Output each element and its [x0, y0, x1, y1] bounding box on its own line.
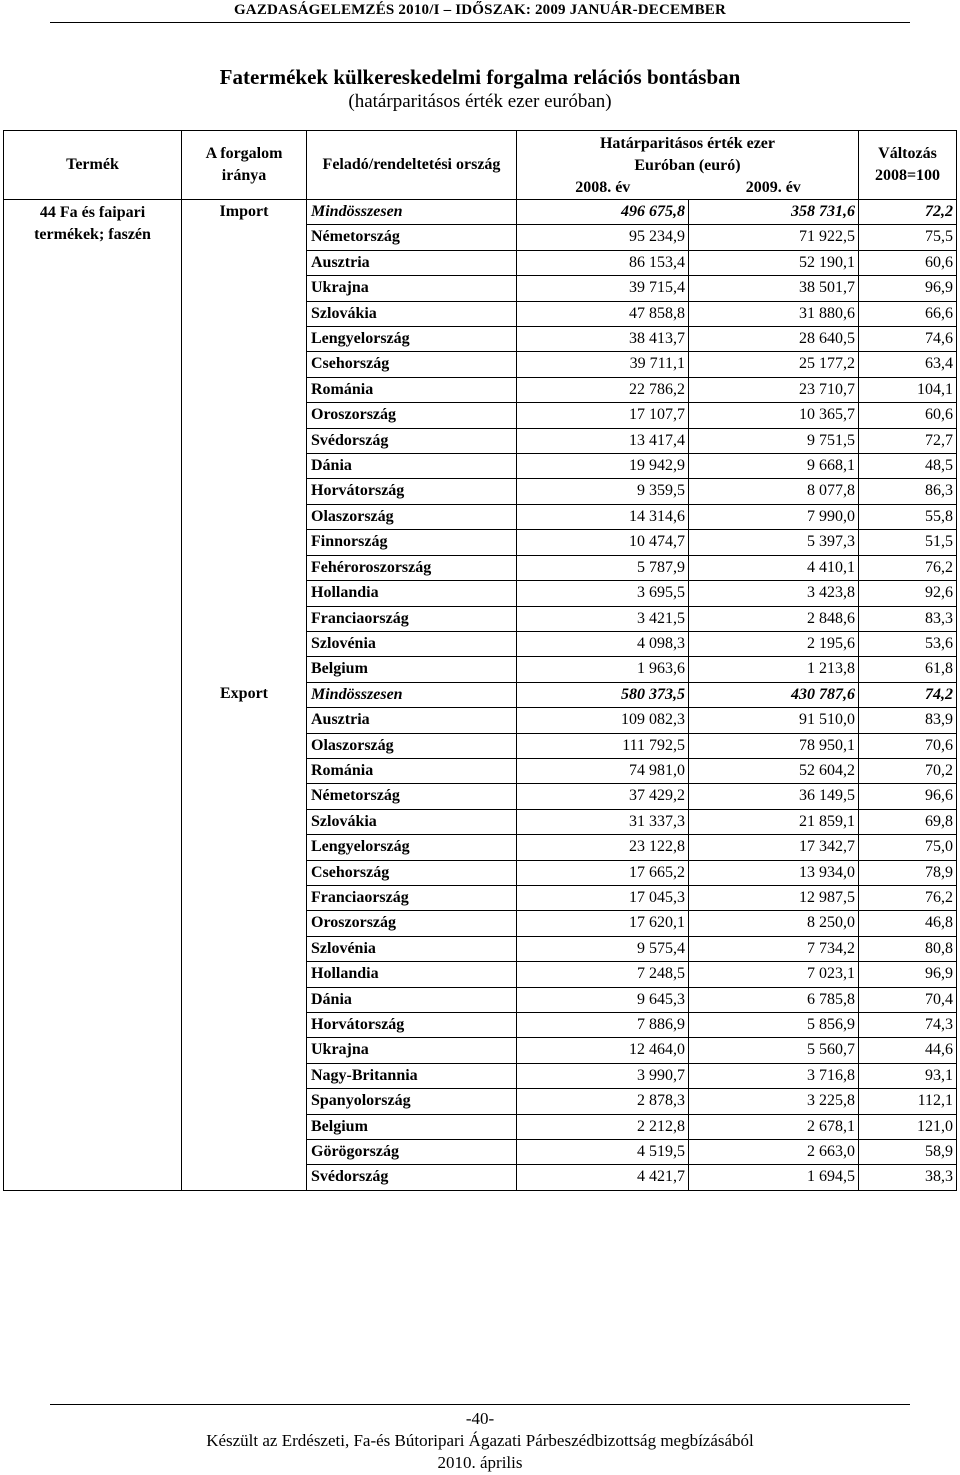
header-2009: 2009. év	[689, 177, 859, 200]
value-2009: 1 694,5	[689, 1165, 859, 1190]
value-change: 70,2	[859, 758, 957, 783]
value-change: 74,6	[859, 327, 957, 352]
country-cell: Szlovákia	[307, 301, 517, 326]
header-ertek: Határparitásos érték ezer Euróban (euró)	[517, 131, 859, 178]
country-cell: Németország	[307, 784, 517, 809]
value-2009: 9 751,5	[689, 428, 859, 453]
value-change: 83,3	[859, 606, 957, 631]
value-change: 78,9	[859, 860, 957, 885]
header-valtozas: Változás 2008=100	[859, 131, 957, 200]
value-change: 74,2	[859, 682, 957, 707]
value-2008: 10 474,7	[517, 530, 689, 555]
value-2009: 5 856,9	[689, 1013, 859, 1038]
value-2009: 7 990,0	[689, 504, 859, 529]
value-2009: 52 604,2	[689, 758, 859, 783]
value-2008: 19 942,9	[517, 454, 689, 479]
value-2008: 2 212,8	[517, 1114, 689, 1139]
value-2008: 17 665,2	[517, 860, 689, 885]
country-cell: Ukrajna	[307, 276, 517, 301]
value-2008: 74 981,0	[517, 758, 689, 783]
country-cell: Nagy-Britannia	[307, 1063, 517, 1088]
value-change: 61,8	[859, 657, 957, 682]
page-number: -40-	[465, 1409, 495, 1428]
value-2008: 14 314,6	[517, 504, 689, 529]
footer-line-1: Készült az Erdészeti, Fa-és Bútoripari Ágazati Párbeszédbizottság megbízásából	[206, 1431, 754, 1450]
value-2008: 86 153,4	[517, 250, 689, 275]
value-2009: 1 213,8	[689, 657, 859, 682]
value-2009: 9 668,1	[689, 454, 859, 479]
value-2009: 71 922,5	[689, 225, 859, 250]
value-2009: 28 640,5	[689, 327, 859, 352]
header-termek: Termék	[4, 131, 182, 200]
header-2008: 2008. év	[517, 177, 689, 200]
country-cell: Románia	[307, 758, 517, 783]
value-change: 96,6	[859, 784, 957, 809]
value-2009: 2 663,0	[689, 1140, 859, 1165]
value-change: 38,3	[859, 1165, 957, 1190]
country-cell: Olaszország	[307, 733, 517, 758]
direction-export: Export	[182, 682, 307, 1190]
value-2008: 17 045,3	[517, 885, 689, 910]
page-footer	[50, 1404, 910, 1474]
value-2009: 17 342,7	[689, 835, 859, 860]
value-2009: 8 077,8	[689, 479, 859, 504]
value-change: 55,8	[859, 504, 957, 529]
country-cell: Finnország	[307, 530, 517, 555]
value-2009: 2 195,6	[689, 631, 859, 656]
value-2008: 9 359,5	[517, 479, 689, 504]
value-change: 69,8	[859, 809, 957, 834]
value-2008: 38 413,7	[517, 327, 689, 352]
value-2008: 4 421,7	[517, 1165, 689, 1190]
value-change: 60,6	[859, 250, 957, 275]
value-change: 83,9	[859, 708, 957, 733]
country-cell: Fehéroroszország	[307, 555, 517, 580]
value-2008: 7 886,9	[517, 1013, 689, 1038]
value-change: 112,1	[859, 1089, 957, 1114]
value-change: 51,5	[859, 530, 957, 555]
running-header: GAZDASÁGELEMZÉS 2010/I – IDŐSZAK: 2009 JANUÁR-DECEMBER	[50, 0, 910, 23]
country-cell: Csehország	[307, 860, 517, 885]
value-2008: 12 464,0	[517, 1038, 689, 1063]
country-cell: Dánia	[307, 454, 517, 479]
trade-table-wrapper	[3, 130, 957, 1191]
value-2009: 78 950,1	[689, 733, 859, 758]
value-2008: 4 519,5	[517, 1140, 689, 1165]
value-2009: 7 734,2	[689, 936, 859, 961]
value-2008: 496 675,8	[517, 200, 689, 225]
value-change: 44,6	[859, 1038, 957, 1063]
value-change: 60,6	[859, 403, 957, 428]
value-change: 72,2	[859, 200, 957, 225]
value-2008: 3 990,7	[517, 1063, 689, 1088]
value-change: 76,2	[859, 555, 957, 580]
footer-line-2: 2010. április	[437, 1453, 523, 1472]
value-change: 46,8	[859, 911, 957, 936]
value-2008: 111 792,5	[517, 733, 689, 758]
value-2009: 5 397,3	[689, 530, 859, 555]
value-2008: 1 963,6	[517, 657, 689, 682]
value-2009: 38 501,7	[689, 276, 859, 301]
value-2009: 91 510,0	[689, 708, 859, 733]
header-row	[4, 131, 957, 178]
value-2009: 10 365,7	[689, 403, 859, 428]
country-cell: Horvátország	[307, 1013, 517, 1038]
country-cell: Szlovénia	[307, 936, 517, 961]
value-2008: 17 107,7	[517, 403, 689, 428]
value-change: 70,4	[859, 987, 957, 1012]
value-2009: 430 787,6	[689, 682, 859, 707]
country-cell: Franciaország	[307, 885, 517, 910]
table-row	[4, 200, 957, 225]
country-cell: Mindösszesen	[307, 682, 517, 707]
country-cell: Hollandia	[307, 962, 517, 987]
value-2008: 37 429,2	[517, 784, 689, 809]
country-cell: Horvátország	[307, 479, 517, 504]
value-2008: 2 878,3	[517, 1089, 689, 1114]
value-change: 121,0	[859, 1114, 957, 1139]
page-title: Fatermékek külkereskedelmi forgalma relációs bontásban	[219, 65, 741, 89]
value-2008: 31 337,3	[517, 809, 689, 834]
country-cell: Ukrajna	[307, 1038, 517, 1063]
table-body	[4, 200, 957, 1191]
country-cell: Dánia	[307, 987, 517, 1012]
value-2008: 4 098,3	[517, 631, 689, 656]
country-cell: Lengyelország	[307, 835, 517, 860]
country-cell: Olaszország	[307, 504, 517, 529]
value-change: 72,7	[859, 428, 957, 453]
value-2009: 52 190,1	[689, 250, 859, 275]
value-change: 48,5	[859, 454, 957, 479]
direction-import: Import	[182, 200, 307, 683]
value-change: 75,0	[859, 835, 957, 860]
country-cell: Szlovénia	[307, 631, 517, 656]
country-cell: Ausztria	[307, 708, 517, 733]
value-2009: 7 023,1	[689, 962, 859, 987]
value-change: 70,6	[859, 733, 957, 758]
country-cell: Mindösszesen	[307, 200, 517, 225]
value-2008: 109 082,3	[517, 708, 689, 733]
country-cell: Oroszország	[307, 403, 517, 428]
value-2009: 25 177,2	[689, 352, 859, 377]
value-change: 92,6	[859, 581, 957, 606]
country-cell: Belgium	[307, 1114, 517, 1139]
value-2009: 12 987,5	[689, 885, 859, 910]
value-change: 74,3	[859, 1013, 957, 1038]
value-2009: 3 716,8	[689, 1063, 859, 1088]
value-change: 63,4	[859, 352, 957, 377]
product-name: 44 Fa és faipari termékek; faszén	[4, 200, 182, 1191]
value-2009: 2 848,6	[689, 606, 859, 631]
country-cell: Svédország	[307, 428, 517, 453]
country-cell: Franciaország	[307, 606, 517, 631]
value-2008: 23 122,8	[517, 835, 689, 860]
value-2009: 3 423,8	[689, 581, 859, 606]
value-2008: 22 786,2	[517, 377, 689, 402]
country-cell: Hollandia	[307, 581, 517, 606]
country-cell: Németország	[307, 225, 517, 250]
header-orszag: Feladó/rendeltetési ország	[307, 131, 517, 200]
trade-table	[3, 130, 957, 1191]
value-2009: 21 859,1	[689, 809, 859, 834]
value-2009: 5 560,7	[689, 1038, 859, 1063]
value-2009: 13 934,0	[689, 860, 859, 885]
country-cell: Románia	[307, 377, 517, 402]
value-change: 96,9	[859, 962, 957, 987]
value-2008: 13 417,4	[517, 428, 689, 453]
country-cell: Spanyolország	[307, 1089, 517, 1114]
value-change: 53,6	[859, 631, 957, 656]
page-subtitle: (határparitásos érték ezer euróban)	[348, 91, 612, 112]
value-change: 66,6	[859, 301, 957, 326]
value-2009: 2 678,1	[689, 1114, 859, 1139]
value-2009: 8 250,0	[689, 911, 859, 936]
value-2008: 9 575,4	[517, 936, 689, 961]
value-2008: 39 715,4	[517, 276, 689, 301]
value-2009: 36 149,5	[689, 784, 859, 809]
country-cell: Csehország	[307, 352, 517, 377]
value-change: 80,8	[859, 936, 957, 961]
value-2009: 31 880,6	[689, 301, 859, 326]
country-cell: Szlovákia	[307, 809, 517, 834]
value-change: 93,1	[859, 1063, 957, 1088]
value-2009: 358 731,6	[689, 200, 859, 225]
value-2008: 9 645,3	[517, 987, 689, 1012]
value-2009: 6 785,8	[689, 987, 859, 1012]
value-change: 58,9	[859, 1140, 957, 1165]
value-2008: 17 620,1	[517, 911, 689, 936]
value-2008: 5 787,9	[517, 555, 689, 580]
value-2008: 3 421,5	[517, 606, 689, 631]
value-2009: 4 410,1	[689, 555, 859, 580]
country-cell: Ausztria	[307, 250, 517, 275]
value-2008: 47 858,8	[517, 301, 689, 326]
country-cell: Svédország	[307, 1165, 517, 1190]
value-change: 86,3	[859, 479, 957, 504]
value-2008: 580 373,5	[517, 682, 689, 707]
country-cell: Oroszország	[307, 911, 517, 936]
value-2009: 23 710,7	[689, 377, 859, 402]
country-cell: Lengyelország	[307, 327, 517, 352]
title-block	[0, 64, 960, 114]
value-2008: 3 695,5	[517, 581, 689, 606]
country-cell: Görögország	[307, 1140, 517, 1165]
header-irany: A forgalom iránya	[182, 131, 307, 200]
value-2009: 3 225,8	[689, 1089, 859, 1114]
value-change: 96,9	[859, 276, 957, 301]
value-change: 75,5	[859, 225, 957, 250]
value-change: 104,1	[859, 377, 957, 402]
value-2008: 39 711,1	[517, 352, 689, 377]
value-2008: 95 234,9	[517, 225, 689, 250]
value-2008: 7 248,5	[517, 962, 689, 987]
value-change: 76,2	[859, 885, 957, 910]
country-cell: Belgium	[307, 657, 517, 682]
